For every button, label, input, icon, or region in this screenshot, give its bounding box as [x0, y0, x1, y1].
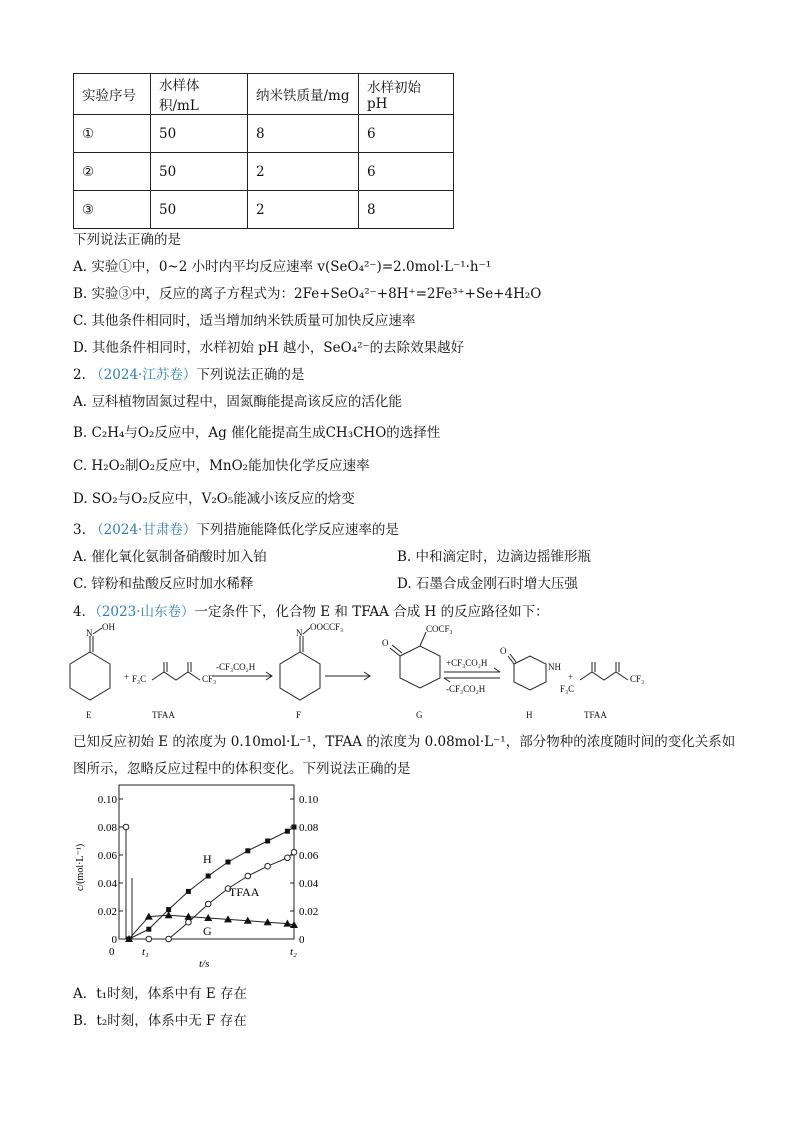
compound-label: G	[416, 710, 423, 720]
y-tick-label-right: 0.02	[299, 906, 319, 918]
x-ticks	[109, 946, 297, 958]
compound-label: F	[296, 710, 302, 720]
table-header-cell: 水样体积/mL	[151, 74, 248, 115]
data-point-h	[265, 839, 270, 844]
x-tick-label: 0	[109, 946, 115, 958]
y-tick-label-right: 0.10	[299, 794, 319, 806]
question-prompt: 下列说法正确的是	[196, 367, 305, 383]
chain-tfaa-2	[580, 672, 628, 680]
sub-f: OOCCF₃	[310, 622, 344, 632]
data-point-tfaa	[285, 855, 291, 861]
y-axis-label: c/(mol·L⁻¹)	[75, 843, 86, 891]
table-cell: 2	[248, 191, 359, 229]
data-point-h	[245, 848, 250, 853]
equilibrium-forward-head	[494, 668, 500, 672]
data-point-h	[226, 860, 231, 865]
y-tick-label-right: 0.08	[299, 822, 319, 834]
chain-tfaa	[152, 672, 200, 680]
ring-f	[280, 652, 320, 700]
y-tick-label-left: 0	[111, 934, 117, 946]
sub-g: COCF₃	[426, 624, 453, 634]
question-prompt: 下列措施能降低化学反应速率的是	[196, 522, 399, 538]
question-prompt: 一定条件下，化合物 E 和 TFAA 合成 H 的反应路径如下：	[194, 604, 549, 620]
table-cell: 6	[359, 115, 454, 153]
ring-h	[514, 656, 546, 690]
table-cell: ②	[74, 153, 151, 191]
y-tick-label-left: 0.10	[97, 794, 117, 806]
sub-e: OH	[102, 622, 115, 632]
equilibrium-reverse-head	[444, 678, 450, 682]
table-row	[74, 191, 454, 229]
data-point-h	[206, 874, 211, 879]
table-cell: ③	[74, 191, 151, 229]
atom-n: N	[296, 628, 303, 638]
plus-sign: +	[568, 672, 574, 682]
question-source: （2024·江苏卷）	[90, 367, 197, 383]
table-cell: ①	[74, 115, 151, 153]
atom-o: O	[382, 638, 389, 648]
q3-option-a: A. 催化氧化氨制备硝酸时加入铂	[73, 549, 267, 565]
q4-stem	[73, 600, 549, 620]
reaction-scheme	[60, 622, 740, 722]
plus-sign: +	[124, 672, 130, 682]
tfaa-right-group: CF₃	[202, 674, 217, 684]
table-cell: 50	[151, 153, 248, 191]
table-row	[74, 115, 454, 153]
table-cell: 2	[248, 153, 359, 191]
q4-text-2: 图所示，忽略反应过程中的体积变化。下列说法正确的是	[73, 761, 411, 777]
table-cell: 8	[248, 115, 359, 153]
bond-g-o	[390, 648, 400, 656]
bond-g-o	[392, 645, 402, 653]
bond-g-acyl	[420, 632, 426, 646]
arrow-1-label: -CF₃CO₂H	[216, 662, 256, 672]
q1-option-a: A. 实验①中，0~2 小时内平均反应速率 v(SeO₄²⁻)=2.0mol·L⁻¹·h⁻¹	[73, 259, 492, 275]
tfaa-right-group: CF₃	[630, 674, 645, 684]
question-number: 2.	[73, 367, 86, 383]
table-header-row	[74, 74, 454, 115]
data-point-h	[186, 889, 191, 894]
q1-prompt: 下列说法正确的是	[73, 232, 181, 248]
y-tick-label-right: 0.04	[299, 878, 319, 890]
q1-option-d: D. 其他条件相同时，水样初始 pH 越小，SeO₄²⁻的去除效果越好	[73, 340, 465, 356]
q3-option-c: C. 锌粉和盐酸反应时加水稀释	[73, 576, 254, 592]
bond-f-o	[303, 628, 310, 634]
table-cell: 50	[151, 115, 248, 153]
data-point-tfaa	[166, 936, 172, 942]
data-point-tfaa	[205, 901, 211, 907]
data-point-h	[292, 825, 297, 830]
question-number: 3.	[73, 522, 86, 538]
q2-option-a: A. 豆科植物固氮过程中，固氮酶能提高该反应的活化能	[73, 394, 402, 410]
ring-g	[400, 646, 440, 688]
bond-h-o	[510, 654, 516, 662]
q2-option-c: C. H₂O₂制O₂反应中，MnO₂能加快化学反应速率	[73, 458, 370, 474]
q2-stem	[73, 363, 304, 383]
q2-option-b: B. C₂H₄与O₂反应中，Ag 催化能提高生成CH₃CHO的选择性	[73, 425, 441, 441]
table-cell: 6	[359, 153, 454, 191]
concentration-chart	[73, 783, 343, 973]
compound-label: H	[526, 710, 533, 720]
question-source: （2024·甘肃卷）	[90, 522, 197, 538]
table-header-cell: 纳米铁质量/mg	[248, 74, 359, 115]
bond-h-o	[508, 656, 514, 664]
q3-option-b: B. 中和滴定时，边滴边摇锥形瓶	[397, 549, 592, 565]
x-tick-label: t₁	[142, 946, 149, 958]
q1-option-c: C. 其他条件相同时，适当增加纳米铁质量可加快反应速率	[73, 313, 416, 329]
data-point-tfaa	[186, 919, 192, 925]
table-cell: 8	[359, 191, 454, 229]
table-cell: 50	[151, 191, 248, 229]
data-point-tfaa	[291, 849, 297, 855]
question-number: 4．	[73, 604, 96, 620]
series-label-g: G	[203, 924, 212, 938]
question-source: （2023·山东卷）	[95, 604, 195, 620]
sub-h: NH	[548, 662, 561, 672]
compound-label: E	[86, 710, 92, 720]
data-point-tfaa	[123, 824, 129, 830]
compound-label: TFAA	[584, 710, 607, 720]
y-tick-label-right: 0	[299, 934, 305, 946]
q3-option-d: D. 石墨合成金刚石时增大压强	[397, 576, 578, 592]
y-tick-label-left: 0.04	[97, 878, 117, 890]
data-point-tfaa	[245, 873, 251, 879]
q3-stem	[73, 518, 399, 538]
series-label-h: H	[203, 852, 212, 866]
tfaa-left-group: F₃C	[560, 684, 575, 694]
x-tick-label: t₂	[290, 946, 297, 958]
series-label-tfaa: TFAA	[229, 885, 260, 899]
data-point-tfaa	[146, 936, 152, 942]
q2-option-d: D. SO₂与O₂反应中，V₂O₅能减小该反应的焓变	[73, 491, 355, 507]
experiment-table	[73, 73, 454, 229]
bond-e-o	[93, 628, 102, 634]
y-tick-label-left: 0.06	[97, 850, 117, 862]
y-tick-label-right: 0.06	[299, 850, 319, 862]
atom-o: O	[500, 646, 507, 656]
data-point-h	[285, 829, 290, 834]
data-point-h	[146, 927, 151, 932]
y-tick-label-left: 0.08	[97, 822, 117, 834]
equilibrium-bottom-label: -CF₃CO₂H	[446, 684, 486, 694]
table-header-cell: 水样初始 pH	[359, 74, 454, 115]
data-point-tfaa	[265, 863, 271, 869]
ring-e	[70, 652, 110, 700]
q1-option-b: B. 实验③中，反应的离子方程式为：2Fe+SeO₄²⁻+8H⁺=2Fe³⁺+Se+4H₂O	[73, 286, 542, 302]
equilibrium-top-label: +CF₃CO₂H	[446, 658, 488, 668]
q4-text-1: 已知反应初始 E 的浓度为 0.10mol·L⁻¹，TFAA 的浓度为 0.08mol·L⁻¹，部分物种的浓度随时间的变化关系如	[73, 734, 736, 750]
x-axis-label: t/s	[199, 958, 210, 970]
q4-option-b: B．t₂时刻，体系中无 F 存在	[73, 1013, 247, 1029]
tfaa-left-group: F₃C	[132, 674, 147, 684]
atom-n: N	[86, 628, 93, 638]
compound-label: TFAA	[152, 710, 175, 720]
y-tick-label-left: 0.02	[97, 906, 117, 918]
table-header-cell: 实验序号	[74, 74, 151, 115]
q4-option-a: A．t₁时刻，体系中有 E 存在	[73, 986, 248, 1002]
table-row	[74, 153, 454, 191]
